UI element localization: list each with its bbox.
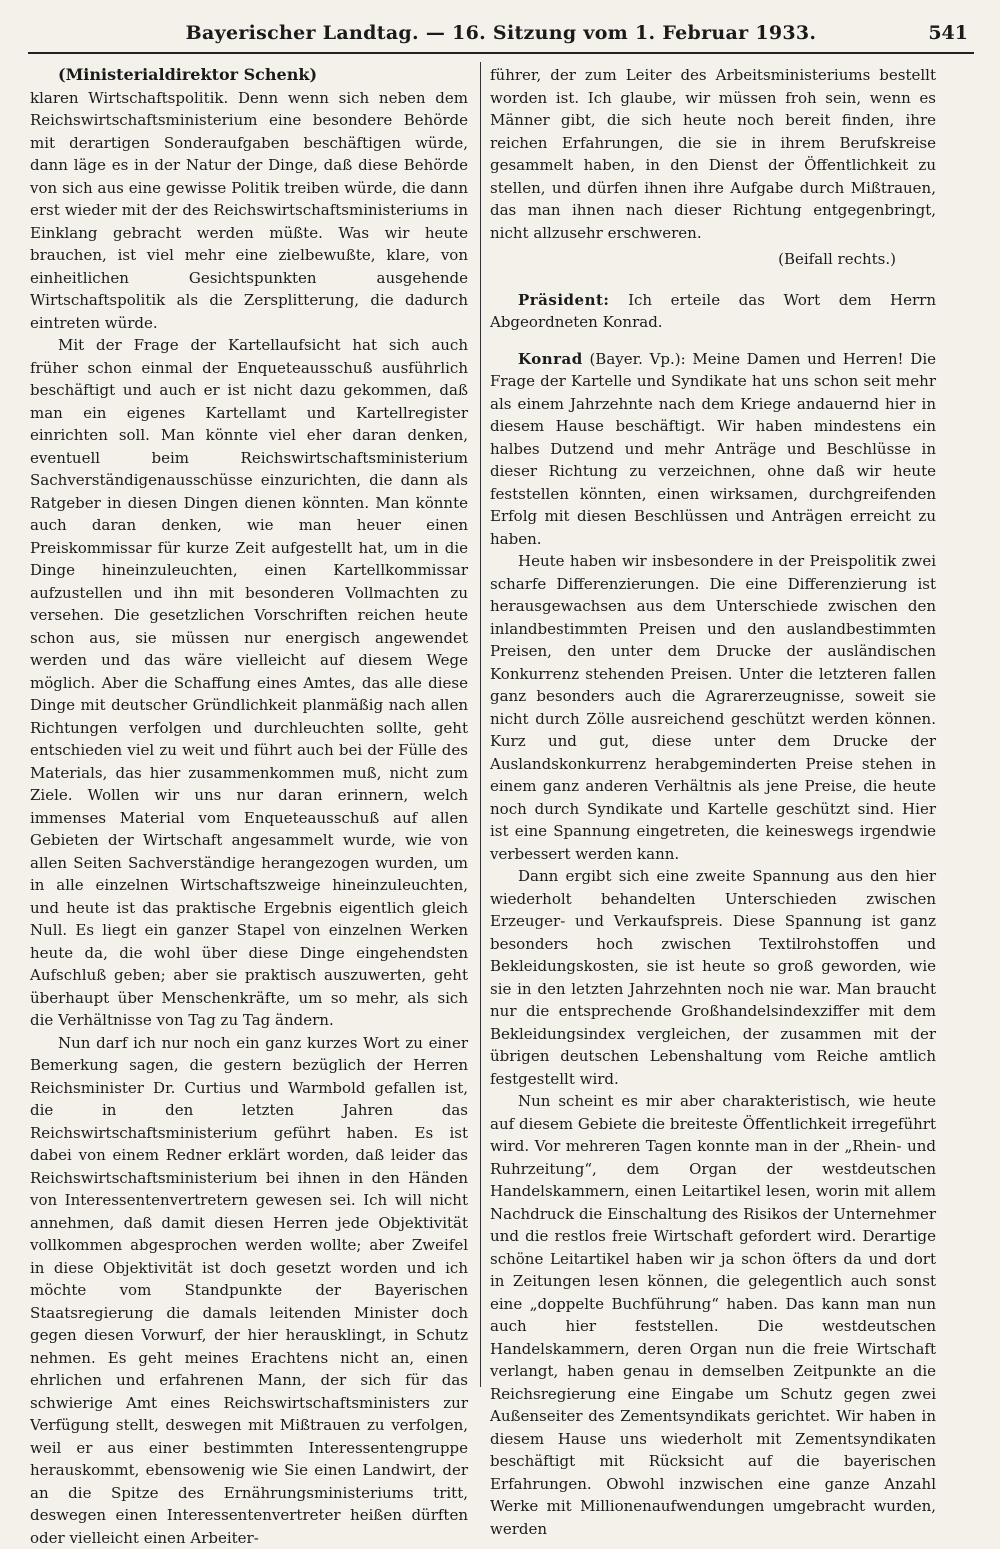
speaker-name: Konrad bbox=[518, 350, 583, 368]
statement-text: Ich erteile das Wort dem Herrn Abgeordneten Konrad. bbox=[490, 291, 936, 332]
paragraph: führer, der zum Leiter des Arbeitsministeriums bestellt worden ist. Ich glaube, wir müssen froh sein, wenn es Männer gibt, die sich heute noch bereit finden, ihre reichen Erfahrungen, die sie in ihrem Berufskreise gesammelt haben, in den Dienst der Öffentlichkeit zu stellen, und dürfen ihnen ihre Aufgabe durch Mißtrauen, das man ihnen nach dieser Richtung entgegenbringt, nicht allzusehr erschweren. bbox=[490, 64, 936, 244]
page-header bbox=[28, 18, 974, 54]
running-title: Bayerischer Landtag. — 16. Sitzung vom 1. Februar 1933. bbox=[28, 22, 974, 44]
paragraph: Nun scheint es mir aber charakteristisch, wie heute auf diesem Gebiete die breiteste Öffentlichkeit irregeführt wird. Vor mehreren Tagen konnte man in der „Rhein- und Ruhrzeitung“, dem Organ der westdeutschen Handelskammern, einen Leitartikel lesen, worin mit allem Nachdruck die Einschaltung des Risikos der Unternehmer und die restlos freie Wirtschaft gefordert wird. Derartige schöne Leitartikel haben wir ja schon öfters da und dort in Zeitungen lesen können, die gelegentlich auch sonst eine „doppelte Buchführung“ haben. Das kann man nun auch hier feststellen. Die westdeutschen Handelskammern, deren Organ nun die freie Wirtschaft verlangt, haben genau in demselben Zeitpunkte an die Reichsregierung eine Eingabe um Schutz gegen zwei Außenseiter des Zementsyndikats gerichtet. Wir haben in diesem Hause uns wiederholt mit Zementsyndikaten beschäftigt mit Rücksicht auf die bayerischen Erfahrungen. Obwohl inzwischen eine ganze Anzahl Werke mit Millionenaufwendungen umgebracht wurden, werden bbox=[490, 1090, 936, 1540]
speaker-continuation-label: (Ministerialdirektor Schenk) bbox=[30, 64, 468, 87]
left-column bbox=[30, 64, 468, 1549]
paragraph: Mit der Frage der Kartellaufsicht hat sich auch früher schon einmal der Enqueteausschuß ausführlich beschäftigt und auch er ist nicht dazu gekommen, daß man ein eigenes Kartellamt und Kartellregister einrichten soll. Man könnte viel eher daran denken, eventuell beim Reichswirtschaftsministerium Sachverständigenausschüsse einzurichten, die dann als Ratgeber in diesen Dingen dienen könnten. Man könnte auch daran denken, wie man heuer einen Preiskommissar für kurze Zeit aufgestellt hat, um in die Dinge hineinzuleuchten, einen Kartellkommissar aufzustellen und ihn mit besonderen Vollmachten zu versehen. Die gesetzlichen Vorschriften reichen heute schon aus, sie müssen nur energisch angewendet werden und das wäre vielleicht auf diesem Wege möglich. Aber die Schaffung eines Amtes, das alle diese Dinge mit deutscher Gründlichkeit planmäßig nach allen Richtungen verfolgen und durchleuchten sollte, geht entschieden viel zu weit und führt auch bei der Fülle des Materials, das hier zusammenkommen muß, nicht zum Ziele. Wollen wir uns nur daran erinnern, welch immenses Material vom Enqueteausschuß auf allen Gebieten der Wirtschaft angesammelt wurde, wie von allen Seiten Sachverständige herangezogen wurden, um in alle einzelnen Wirtschaftszweige hineinzuleuchten, und heute ist das praktische Ergebnis eigentlich gleich Null. Es liegt ein ganzer Stapel von einzelnen Werken heute da, die wohl über diese Dinge eingehendsten Aufschluß geben; aber sie praktisch auszuwerten, geht überhaupt über Menschenkräfte, um so mehr, als sich die Verhältnisse von Tag zu Tag ändern. bbox=[30, 334, 468, 1032]
page-number: 541 bbox=[928, 22, 968, 44]
president-statement bbox=[490, 289, 936, 334]
paragraph: Heute haben wir insbesondere in der Preispolitik zwei scharfe Differenzierungen. Die eine Differenzierung ist herausgewachsen aus dem Unterschiede zwischen den inlandbestimmten Preisen und den auslandbestimmten Preisen, den unter dem Drucke der ausländischen Konkurrenz stehenden Preisen. Unter die letzteren fallen ganz besonders auch die Agrarerzeugnisse, soweit sie nicht durch Zölle ausreichend geschützt werden können. Kurz und gut, diese unter dem Drucke der Auslandskonkurrenz herabgeminderten Preise stehen in einem ganz anderen Verhältnis als jene Preise, die heute noch durch Syndikate und Kartelle geschützt sind. Hier ist eine Spannung eingetreten, die keineswegs irgendwie verbessert werden kann. bbox=[490, 550, 936, 865]
speech-opening bbox=[490, 348, 936, 551]
paragraph: klaren Wirtschaftspolitik. Denn wenn sich neben dem Reichswirtschaftsministerium eine besondere Behörde mit derartigen Sonderaufgaben beschäftigen würde, dann läge es in der Natur der Dinge, daß diese Behörde von sich aus eine gewisse Politik treiben würde, die dann erst wieder mit der des Reichswirtschaftsministeriums in Einklang gebracht werden müßte. Was wir heute brauchen, ist viel mehr eine zielbewußte, klare, von einheitlichen Gesichtspunkten ausgehende Wirtschaftspolitik als die Zersplitterung, die dadurch eintreten würde. bbox=[30, 87, 468, 335]
paragraph: Nun darf ich nur noch ein ganz kurzes Wort zu einer Bemerkung sagen, die gestern bezüglich der Herren Reichsminister Dr. Curtius und Warmbold gefallen ist, die in den letzten Jahren das Reichswirtschaftsministerium geführt haben. Es ist dabei von einem Redner erklärt worden, daß leider das Reichswirtschaftsministerium bei ihnen in den Händen von Interessentenvertretern gewesen sei. Ich will nicht annehmen, daß damit diesen Herren jede Objektivität vollkommen abgesprochen werden wollte; aber Zweifel in diese Objektivität ist doch gesetzt worden und ich möchte vom Standpunkte der Bayerischen Staatsregierung die damals leitenden Minister doch gegen diesen Vorwurf, der hier herausklingt, in Schutz nehmen. Es geht meines Erachtens nicht an, einen ehrlichen und erfahrenen Mann, der sich für das schwierige Amt eines Reichswirtschaftsministers zur Verfügung stellt, deswegen mit Mißtrauen zu verfolgen, weil er aus einer bestimmten Interessentengruppe herauskommt, ebensowenig wie Sie einen Landwirt, der an die Spitze des Ernährungsministeriums tritt, deswegen einen Interessentenvertreter heißen dürften oder vielleicht einen Arbeiter- bbox=[30, 1032, 468, 1549]
speaker-name: Präsident: bbox=[518, 291, 609, 309]
column-divider bbox=[480, 62, 481, 1387]
paragraph: Dann ergibt sich eine zweite Spannung aus den hier wiederholt behandelten Unterschieden zwischen Erzeuger- und Verkaufspreis. Diese Spannung ist ganz besonders hoch zwischen Textilrohstoffen und Bekleidungskosten, sie ist heute so groß geworden, wie sie in den letzten Jahrzehnten noch nie war. Man braucht nur die entsprechende Großhandelsindexziffer mit dem Bekleidungsindex vergleichen, der zusammen mit der übrigen deutschen Lebenshaltung vom Reiche amtlich festgestellt wird. bbox=[490, 865, 936, 1090]
spacer bbox=[490, 334, 936, 348]
statement-text: (Bayer. Vp.): Meine Damen und Herren! Die Frage der Kartelle und Syndikate hat uns schon seit mehr als einem Jahrzehnte nach dem Kriege andauernd hier in diesem Hause beschäftigt. Wir haben mindestens ein halbes Dutzend und mehr Anträge und Beschlüsse in dieser Richtung zu verzeichnen, ohne daß wir heute feststellen könnten, einen wirksamen, durchgreifenden Erfolg mit diesen Beschlüssen und Anträgen erreicht zu haben. bbox=[490, 350, 936, 548]
right-column bbox=[490, 64, 936, 1540]
applause-note: (Beifall rechts.) bbox=[490, 248, 936, 271]
